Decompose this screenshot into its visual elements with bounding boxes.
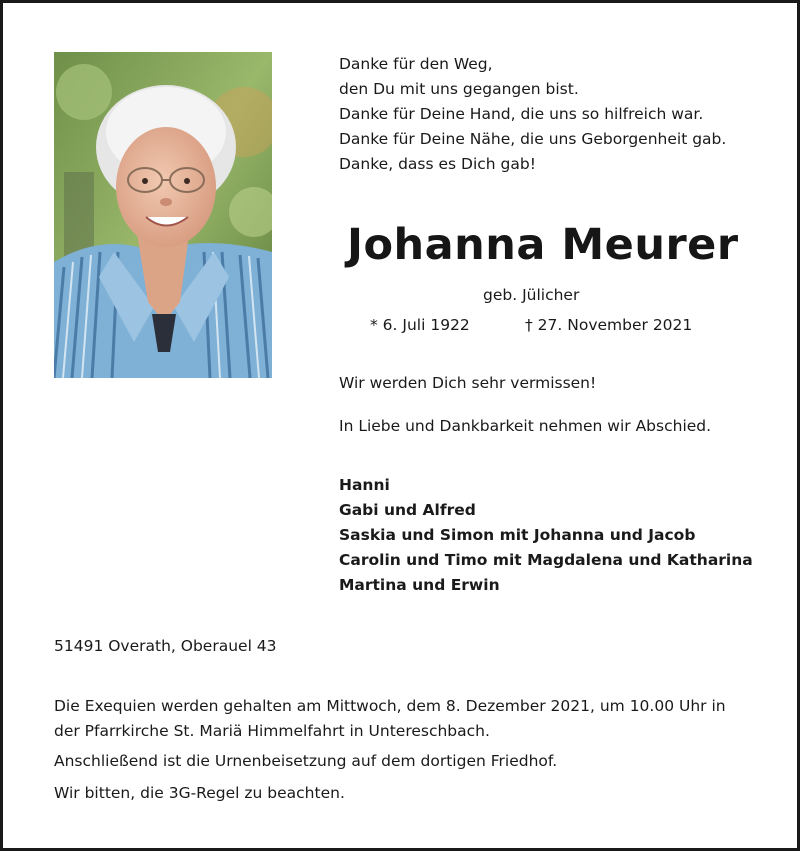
poem-line: den Du mit uns gegangen bist. bbox=[339, 80, 579, 98]
mourner: Martina und Erwin bbox=[339, 576, 500, 594]
death-date: † 27. November 2021 bbox=[525, 316, 693, 334]
poem-line: Danke für Deine Hand, die uns so hilfreich war. bbox=[339, 105, 704, 123]
birth-date: * 6. Juli 1922 bbox=[370, 316, 470, 334]
service-line: Die Exequien werden gehalten am Mittwoch, dem 8. Dezember 2021, um 10.00 Uhr in bbox=[54, 697, 726, 715]
mourner: Hanni bbox=[339, 476, 390, 494]
mourner: Saskia und Simon mit Johanna und Jacob bbox=[339, 526, 696, 544]
service-info bbox=[54, 694, 726, 744]
deceased-name: Johanna Meurer bbox=[347, 220, 739, 270]
poem-line: Danke, dass es Dich gab! bbox=[339, 155, 536, 173]
farewell-message: In Liebe und Dankbarkeit nehmen wir Abschied. bbox=[339, 417, 712, 435]
3g-rule-note: Wir bitten, die 3G-Regel zu beachten. bbox=[54, 784, 345, 802]
maiden-name: geb. Jülicher bbox=[483, 286, 580, 304]
mourner: Gabi und Alfred bbox=[339, 501, 476, 519]
mourners-list bbox=[339, 473, 753, 598]
mourner: Carolin und Timo mit Magdalena und Katharina bbox=[339, 551, 753, 569]
miss-message: Wir werden Dich sehr vermissen! bbox=[339, 374, 597, 392]
portrait-photo bbox=[54, 52, 272, 378]
urn-burial-info: Anschließend ist die Urnenbeisetzung auf dem dortigen Friedhof. bbox=[54, 752, 558, 770]
service-line: der Pfarrkirche St. Mariä Himmelfahrt in Untereschbach. bbox=[54, 722, 490, 740]
poem bbox=[339, 52, 726, 177]
poem-line: Danke für Deine Nähe, die uns Geborgenheit gab. bbox=[339, 130, 727, 148]
address: 51491 Overath, Oberauel 43 bbox=[54, 637, 277, 655]
poem-line: Danke für den Weg, bbox=[339, 55, 493, 73]
